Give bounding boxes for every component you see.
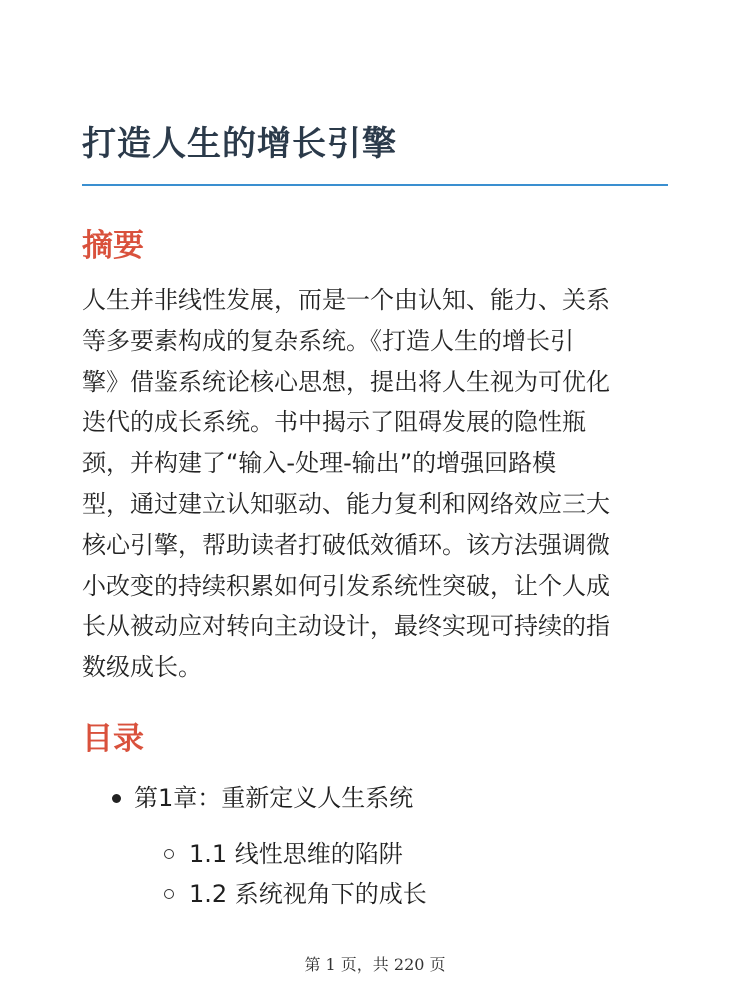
toc-chapter-label: 第1章：重新定义人生系统 bbox=[134, 784, 414, 812]
document-title: 打造人生的增长引擎 bbox=[82, 124, 397, 164]
toc-section-item[interactable] bbox=[82, 874, 427, 914]
toc-section-label: 1.1 线性思维的陷阱 bbox=[189, 840, 403, 868]
summary-line: 迭代的成长系统。书中揭示了阻碍发展的隐性瓶 bbox=[82, 408, 586, 437]
summary-paragraph bbox=[82, 280, 668, 688]
summary-line: 颈，并构建了“输入-处理-输出”的增强回路模 bbox=[82, 449, 557, 478]
bullet-disc-icon bbox=[112, 794, 121, 803]
summary-line: 擎》借鉴系统论核心思想，提出将人生视为可优化 bbox=[82, 367, 610, 396]
toc-chapter-item[interactable] bbox=[82, 778, 413, 818]
summary-line: 型，通过建立认知驱动、能力复利和网络效应三大 bbox=[82, 489, 610, 518]
bullet-circle-icon bbox=[164, 889, 174, 899]
summary-line: 核心引擎，帮助读者打破低效循环。该方法强调微 bbox=[82, 530, 610, 559]
summary-line: 人生并非线性发展，而是一个由认知、能力、关系 bbox=[82, 286, 610, 314]
toc-section-label: 1.2 系统视角下的成长 bbox=[189, 880, 427, 908]
summary-line: 数级成长。 bbox=[82, 653, 202, 682]
summary-line: 等多要素构成的复杂系统。《打造人生的增长引 bbox=[82, 326, 574, 355]
toc-section-list bbox=[82, 834, 427, 914]
summary-line: 小改变的持续积累如何引发系统性突破，让个人成 bbox=[82, 571, 610, 600]
page-number: 第 1 页，共 220 页 bbox=[304, 955, 446, 974]
toc-section-item[interactable] bbox=[82, 834, 427, 874]
bullet-circle-icon bbox=[164, 849, 174, 859]
summary-line: 长从被动应对转向主动设计，最终实现可持续的指 bbox=[82, 612, 610, 641]
toc-heading: 目录 bbox=[82, 721, 144, 757]
toc-chapter-list bbox=[82, 778, 413, 818]
title-divider bbox=[82, 184, 668, 186]
summary-heading: 摘要 bbox=[82, 228, 144, 264]
